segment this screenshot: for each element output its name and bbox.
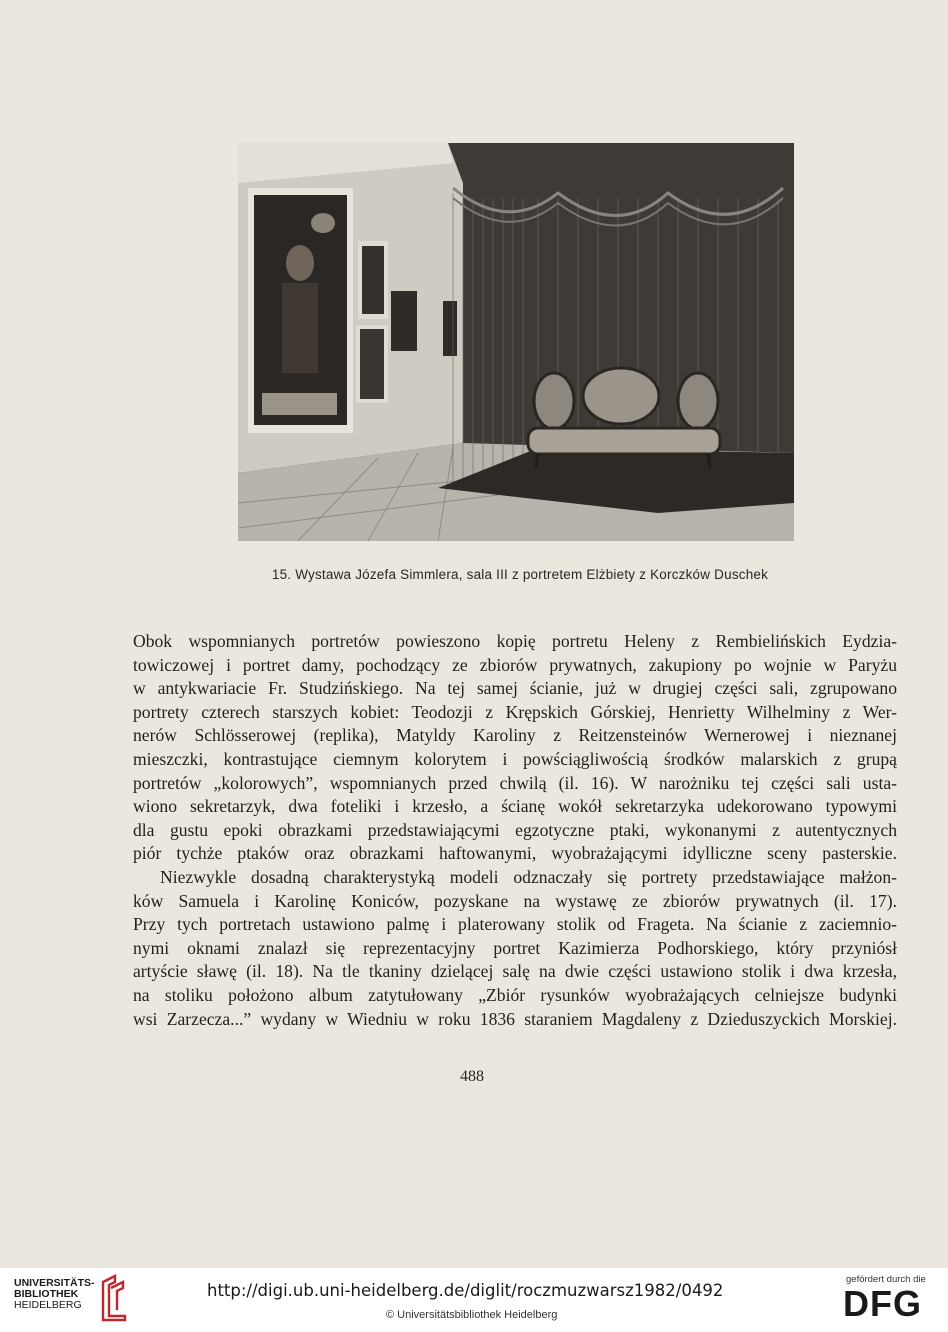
- text-line: nymi oknami znalazł się reprezentacyjny portret Kazimierza Podhorskiego, który przyniósł: [133, 937, 897, 958]
- paragraph-2: [133, 866, 897, 1031]
- copyright-notice: © Universitätsbibliothek Heidelberg: [386, 1309, 558, 1321]
- viewer-footer: [0, 1268, 948, 1332]
- text-line: portrety czterech starszych kobiet: Teodozji z Krępskich Górskiej, Henrietty Wilhelminy z Wer-: [133, 701, 897, 722]
- figure-caption: 15. Wystawa Józefa Simmlera, sala III z portretem Elżbiety z Korczków Duschek: [271, 567, 769, 582]
- text-line: na stoliku położono album zatytułowany „Zbiór rysunków wyobrażających celniejsze budynki: [133, 984, 897, 1005]
- text-line: ków Samuela i Karolinę Koniców, pozyskane na wystawę ze zbiorów prywatnych (il. 17).: [133, 890, 897, 911]
- text-line: artyście sławę (il. 18). Na tle tkaniny dzielącej salę na dwie części ustawiono stolik i dwa krzesła,: [133, 961, 897, 982]
- article-body: [133, 630, 897, 1031]
- sofa-illustration: [528, 368, 720, 468]
- library-mark-icon: [97, 1272, 131, 1322]
- exhibition-room-illustration: [238, 143, 794, 541]
- paragraph-1: [133, 630, 897, 866]
- page-number: 488: [460, 1068, 484, 1085]
- text-line: portretów „kolorowych”, wspomnianych przed chwilą (il. 16). W narożniku tej części sali usta-: [133, 772, 897, 793]
- permalink-url[interactable]: http://digi.ub.uni-heidelberg.de/diglit/roczmuzwarsz1982/0492: [207, 1281, 724, 1300]
- library-name-line: UNIVERSITÄTS-: [14, 1277, 95, 1289]
- text-line: wsi Zarzecza...” wydany w Wiedniu w roku 1836 staraniem Magdaleny z Dzieduszyckich Morskiej.: [133, 1008, 897, 1029]
- library-name-line: HEIDELBERG: [14, 1299, 82, 1311]
- dfg-logo[interactable]: DFG: [843, 1283, 922, 1324]
- exhibition-photo: [238, 143, 794, 541]
- library-logo-text[interactable]: [14, 1278, 95, 1311]
- text-line: piór tychże ptaków oraz obrazkami haftowanymi, wyobrażającymi idylliczne sceny pasterskie.: [133, 843, 897, 864]
- text-line: mieszczki, kontrastujące ciemnym kolorytem i powściągliwością środków malarskich z grupą: [133, 748, 897, 769]
- large-portrait-painting: [248, 188, 353, 433]
- funding-label: gefördert durch die: [846, 1274, 926, 1285]
- library-name-line: BIBLIOTHEK: [14, 1288, 79, 1300]
- text-line: nerów Schlösserowej (replika), Matyldy Karoliny z Reitzensteinów Wernerowej i nieznanej: [133, 725, 897, 746]
- text-line: towiczowej i portret damy, pochodzący ze zbiorów prywatnych, zakupiony po wojnie w Paryżu: [133, 654, 897, 675]
- text-line: w antykwariacie Fr. Studzińskiego. Na tej samej ścianie, już w drugiej części sali, zgrupowano: [133, 678, 897, 699]
- text-line: Obok wspomnianych portretów powieszono kopię portretu Heleny z Rembielińskich Eydzia-: [133, 631, 897, 651]
- text-line: Niezwykle dosadną charakterystyką modeli odznaczały się portrety przedstawiające małżon-: [160, 866, 897, 887]
- text-line: dla gustu epoki obrazkami przedstawiającymi egzotyczne ptaki, wykonanymi z autentycznych: [133, 819, 897, 840]
- text-line: wiono sekretarzyk, dwa foteliki i krzesło, a ścianę wokół sekretarzyka udekorowano typowymi: [133, 796, 897, 817]
- text-line: Przy tych portretach ustawiono palmę i platerowany stolik od Frageta. Na ścianie z zaciemnio-: [133, 914, 897, 935]
